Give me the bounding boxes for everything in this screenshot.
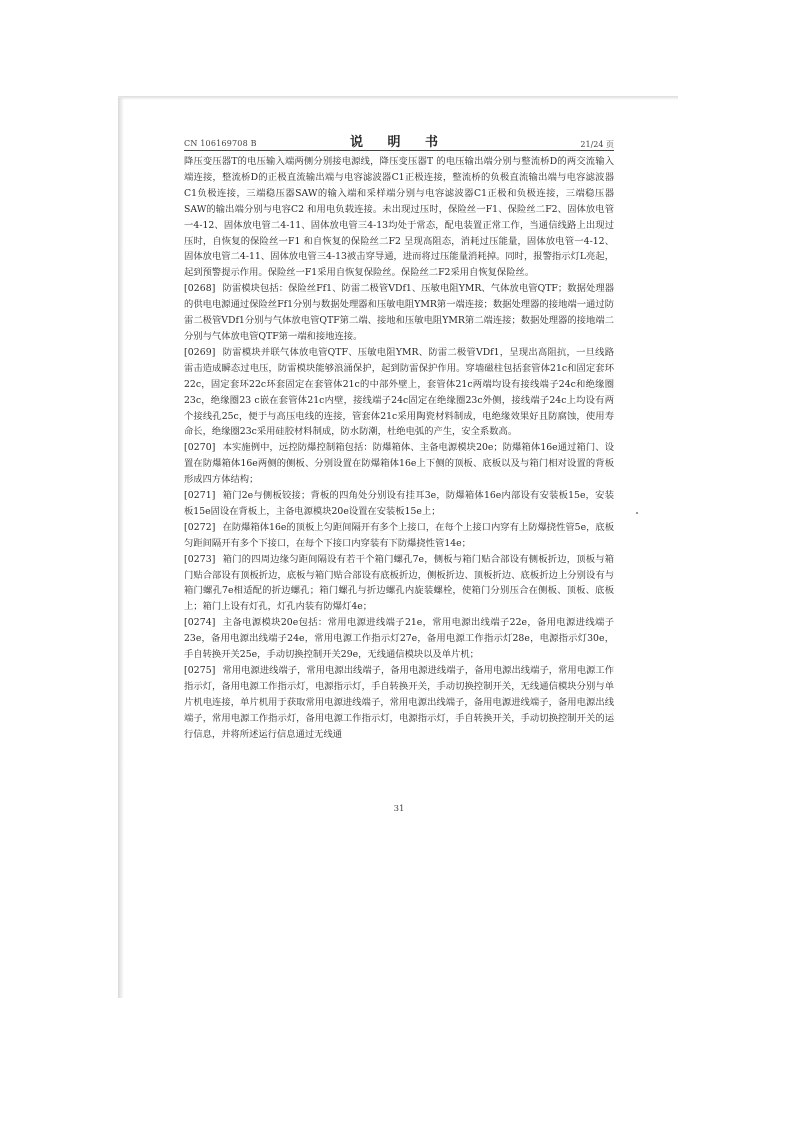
paragraph-text: 在防爆箱体16e的顶板上匀距间隔开有多个上接口，在每个上接口内穿有上防爆挠性管5e，底板匀距间隔开有多个下接口，在每个下接口内穿装有下防爆挠性管14e；	[184, 521, 614, 549]
paragraph-text: 主备电源模块20e包括：常用电源进线端子21e，常用电源出线端子22e，备用电源进线端子23e，备用电源出线端子24e，常用电源工作指示灯27e，备用电源工作指示灯28e，电源指示灯30e，手自转换开关25e，手动切换控制开关29e，无线通信模块以及单片机；	[184, 617, 614, 661]
paragraph	[184, 488, 614, 520]
paragraph	[184, 154, 614, 281]
paragraph	[184, 345, 614, 440]
scan-edge-shadow-top	[118, 96, 678, 100]
paragraph	[184, 615, 614, 663]
scan-speck	[636, 512, 638, 514]
paragraph-text: 常用电源进线端子，常用电源出线端子，备用电源进线端子，备用电源出线端子，常用电源工作指示灯，备用电源工作指示灯，电源指示灯，手自转换开关，手动切换控制开关，无线通信模块分别与单片机电连接，单片机用于获取常用电源进线端子，常用电源出线端子，备用电源进线端子，备用电源出线端子，常用电源工作指示灯，备用电源工作指示灯，电源指示灯，手自转换开关，手动切换控制开关的运行信息，并将所述运行信息通过无线通	[184, 665, 614, 740]
paragraph	[184, 520, 614, 552]
paragraph-text: 防雷模块包括：保险丝Ff1、防雷二极管VDf1、压敏电阻YMR、气体放电管QTF；数据处理器的供电电源通过保险丝Ff1分别与数据处理器和压敏电阻YMR第一端连接；数据处理器的接地端一通过防雷二极管VDf1分别与气体放电管QTF第二端、接地和压敏电阻YMR第二端连接；数据处理器的接地端二分别与气体放电管QTF第一端和接地连接。	[184, 283, 614, 342]
paragraph-number: [0270]	[184, 442, 216, 454]
document-number: CN 106169708 B	[184, 139, 257, 148]
paragraph-number: [0272]	[184, 521, 216, 533]
paragraph	[184, 440, 614, 488]
paragraph-text: 箱门的四周边缘匀距间隔设有若干个箱门螺孔7e，侧板与箱门贴合部设有侧板折边，顶板与箱门贴合部设有顶板折边，底板与箱门贴合部设有底板折边，侧板折边、顶板折边、底板折边上分别设有与箱门螺孔7e相适配的折边螺孔；箱门螺孔与折边螺孔内旋装螺栓，使箱门分别压合在侧板、顶板、底板上；箱门上设有灯孔，灯孔内装有防爆灯4e；	[184, 553, 614, 613]
paragraph-text: 防雷模块并联气体放电管QTF、压敏电阻YMR、防雷二极管VDf1，呈现出高阻抗，一旦线路雷击造成瞬态过电压，防雷模块能够浪涌保护，起到防雷保护作用。穿墙磁柱包括套管体21c和固定套环22c，固定套环22c环套固定在套管体21c的中部外壁上，套管体21c两端均设有接线端子24c和绝缘圈23c，绝缘圈23 c嵌在套管体21c内壁，接线端子24c固定在绝缘圈23c外侧，接线端子24c上均设有两个接线孔25c，便于与高压电线的连接，管套体21c采用陶瓷材料制成，电绝缘效果好且防腐蚀，使用寿命长，绝缘圈23c采用硅胶材料制成，防水防潮，杜绝电弧的产生，安全系数高。	[184, 346, 614, 438]
paragraph-number: [0275]	[184, 665, 216, 676]
paragraph-number: [0269]	[184, 346, 216, 358]
paragraph	[184, 663, 614, 743]
paragraph-number: [0268]	[184, 283, 216, 295]
paragraph-number: [0273]	[184, 553, 216, 565]
page-number: 31	[393, 804, 405, 814]
page-footer	[184, 804, 614, 814]
paragraph-text: 本实施例中，远控防爆控制箱包括：防爆箱体、主备电源模块20e；防爆箱体16e通过箱门、设置在防爆箱体16e两侧的侧板、分别设置在防爆箱体16e上下侧的顶板、底板以及与箱门相对设置的背板形成四方体结构；	[184, 442, 614, 486]
page-title: 说 明 书	[349, 135, 449, 150]
page-indicator: 21/24 页	[580, 140, 614, 149]
document-page	[184, 128, 614, 814]
paragraph-text: 箱门2e与侧板铰接；背板的四角处分别设有挂耳3e，防爆箱体16e内部设有安装板15e，安装板15e固设在背板上，主备电源模块20e设置在安装板15e上；	[184, 490, 614, 517]
paragraph	[184, 552, 614, 616]
paragraph-number: [0274]	[184, 617, 216, 629]
scan-edge-shadow	[118, 98, 124, 998]
body-text	[184, 154, 614, 743]
paragraph	[184, 281, 614, 345]
paragraph-number: [0271]	[184, 490, 216, 502]
paragraph-text: 降压变压器T的电压输入端两侧分别接电源线，降压变压器T 的电压输出端分别与整流桥D的两交流输入端连接，整流桥D的正极直流输出端与电容滤波器C1正极连接，整流桥的负极直流输出端与电容滤波器C1负极连接，三端稳压器SAW的输入端和采样端分别与电容滤波器C1正极和负极连接，三端稳压器SAW的输出端分别与电容C2 和用电负载连接。未出现过压时，保险丝一F1、保险丝二F2、固体放电管一4-12、固体放电管二4-11、固体放电管三4-13均处于常态，配电装置正常工作，当通信线路上出现过压时，自恢复的保险丝一F1 和自恢复的保险丝二F2 呈现高阻态，消耗过压能量，固体放电管一4-12、固体放电管二4-11、固体放电管三4-13被击穿导通，进而将过压能量消耗掉。同时，报警指示灯L亮起，起到预警提示作用。保险丝一F1采用自恢复保险丝。保险丝二F2采用自恢复保险丝。	[184, 156, 614, 279]
page-header	[184, 128, 614, 151]
